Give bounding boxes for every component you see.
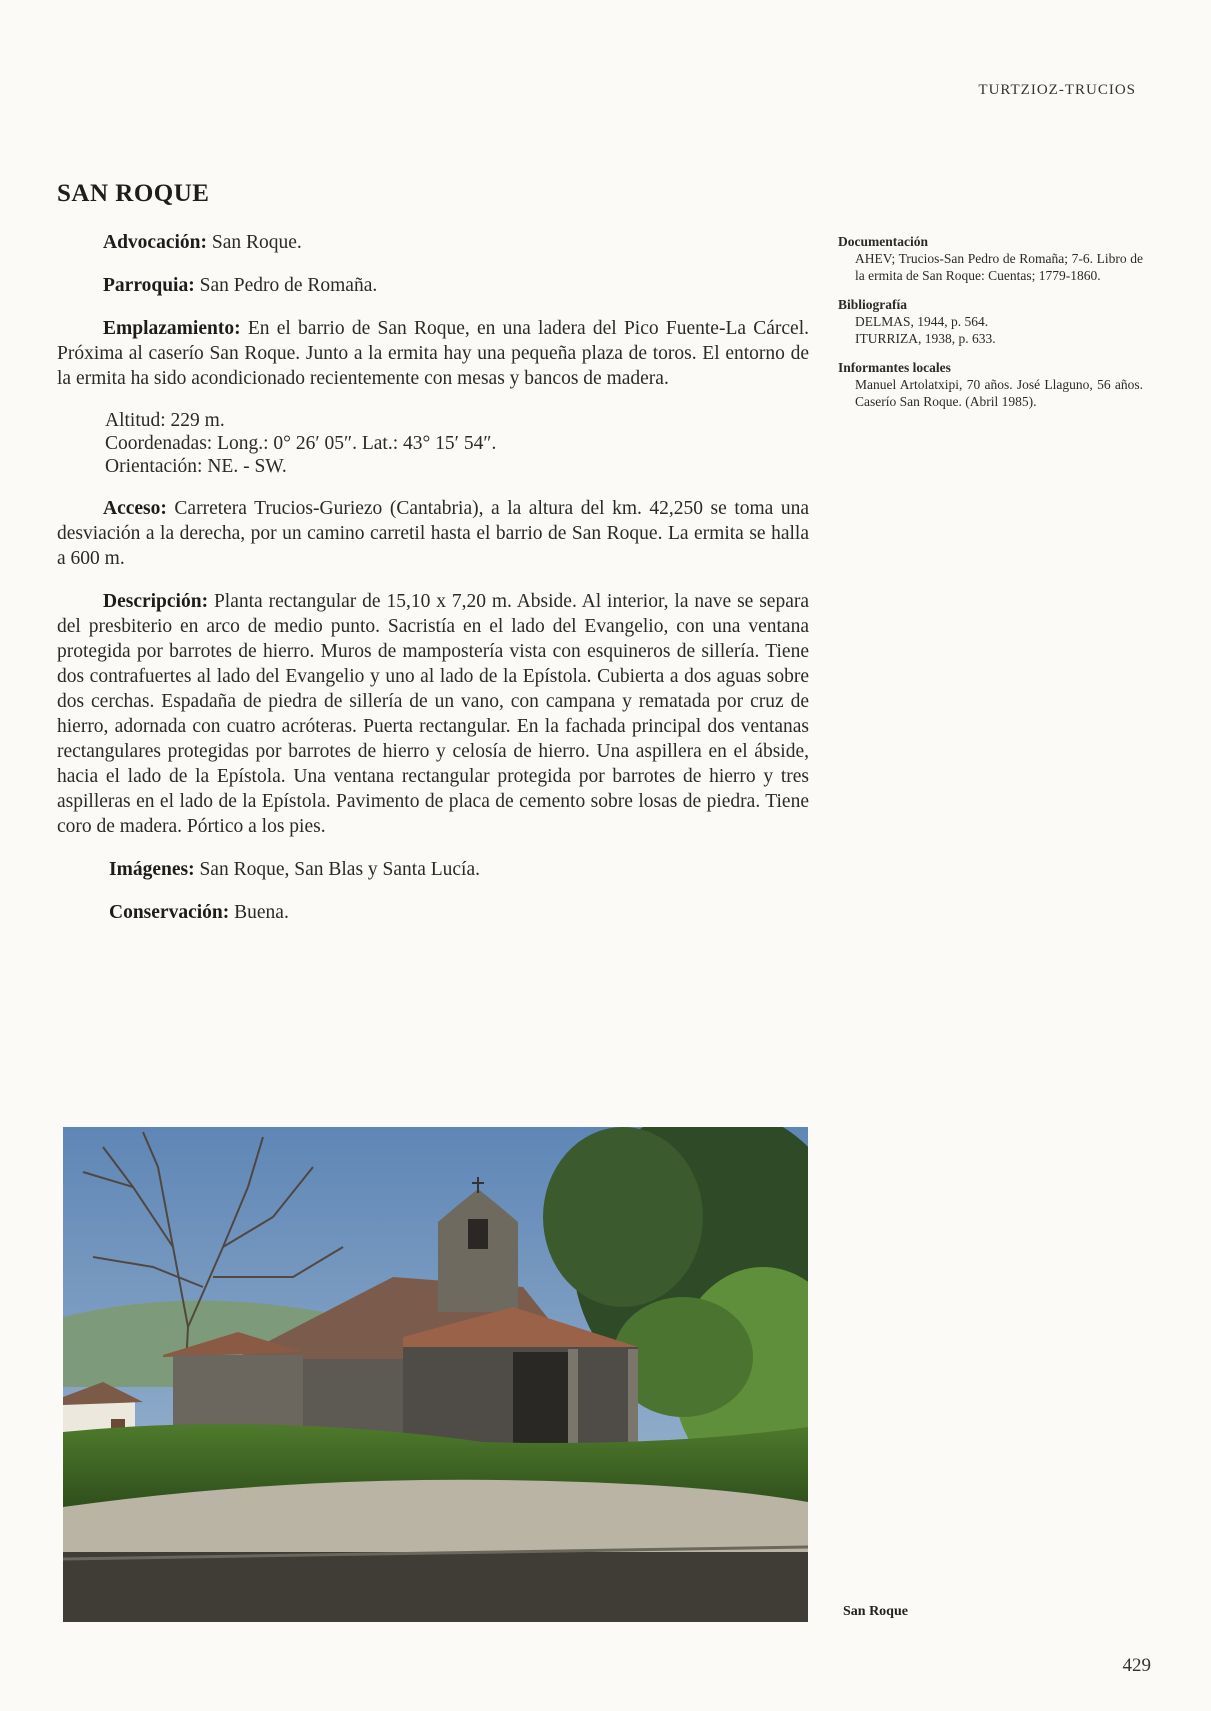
entry-body <box>57 230 809 943</box>
conservacion-label: Conservación: <box>109 902 230 923</box>
conservacion-paragraph <box>57 900 809 925</box>
bibliografia-heading: Bibliografía <box>838 297 908 312</box>
documentacion-heading: Documentación <box>838 234 928 249</box>
conservacion-text: Buena. <box>234 902 289 923</box>
sidebar-notes <box>838 233 1143 422</box>
location-data <box>105 409 809 478</box>
figure-caption: San Roque <box>843 1604 908 1619</box>
descripcion-text: Planta rectangular de 15,10 x 7,20 m. Abside. Al interior, la nave se separa del presbiterio en arco de medio punto. Sacristía en el lado del Evangelio, con una ventana protegida por barrotes de hierro. Muros de mampostería vista con esquineros de sillería. Tiene dos contrafuertes al lado del Evangelio y uno al lado de la Epístola. Cubierta a dos aguas sobre dos cerchas. Espadaña de piedra de sillería de un vano, con campana y rematada por cruz de hierro, adornada con cuatro acróteras. Puerta rectangular. En la fachada principal dos ventanas rectangulares protegidas por barrotes de hierro y celosía de hierro. Una aspillera en el ábside, hacia el lado de la Epístola. Una ventana rectangular protegida por barrotes de hierro y tres aspilleras en el lado de la Epístola. Pavimento de placa de cemento sobre losas de piedra. Tiene coro de madera. Pórtico a los pies. <box>57 591 809 837</box>
advocacion-text: San Roque. <box>211 232 302 253</box>
imagenes-text: San Roque, San Blas y Santa Lucía. <box>199 859 480 880</box>
emplazamiento-paragraph <box>57 316 809 391</box>
informantes-heading: Informantes locales <box>838 360 951 375</box>
informantes-text: Manuel Artolatxipi, 70 años. José Llaguno, 56 años. Caserío San Roque. (Abril 1985). <box>855 377 1143 409</box>
bibliografia-list <box>855 313 1143 347</box>
emplazamiento-label: Emplazamiento: <box>103 318 241 339</box>
coordenadas: Coordenadas: Long.: 0° 26′ 05″. Lat.: 43° 15′ 54″. <box>105 433 497 454</box>
descripcion-label: Descripción: <box>103 591 209 612</box>
acceso-paragraph <box>57 496 809 571</box>
parroquia-text: San Pedro de Romaña. <box>199 275 378 296</box>
acceso-text: Carretera Trucios-Guriezo (Cantabria), a la altura del km. 42,250 se toma una desviación a la derecha, por un camino carretil hasta el barrio de San Roque. La ermita se halla a 600 m. <box>57 498 809 569</box>
acceso-label: Acceso: <box>103 498 167 519</box>
parroquia-label: Parroquia: <box>103 275 195 296</box>
bibliografia-item: DELMAS, 1944, p. 564. <box>855 314 989 329</box>
descripcion-paragraph <box>57 589 809 839</box>
entry-title: SAN ROQUE <box>57 180 210 207</box>
documentacion-text: AHEV; Trucios-San Pedro de Romaña; 7-6. Libro de la ermita de San Roque: Cuentas; 1779-1860. <box>855 251 1143 283</box>
running-title: TURTZIOZ-TRUCIOS <box>978 82 1136 98</box>
hermitage-photo <box>63 1127 808 1622</box>
orientacion: Orientación: NE. - SW. <box>105 456 287 477</box>
altitud: Altitud: 229 m. <box>105 410 225 431</box>
advocacion-label: Advocación: <box>103 232 207 253</box>
advocacion-paragraph <box>57 230 809 255</box>
imagenes-paragraph <box>57 857 809 882</box>
parroquia-paragraph <box>57 273 809 298</box>
imagenes-label: Imágenes: <box>109 859 195 880</box>
bibliografia-item: ITURRIZA, 1938, p. 633. <box>855 331 996 346</box>
page-number: 429 <box>1122 1655 1151 1676</box>
emplazamiento-text: En el barrio de San Roque, en una ladera del Pico Fuente-La Cárcel. Próxima al caserío San Roque. Junto a la ermita hay una pequeña plaza de toros. El entorno de la ermita ha sido acondicionado recientemente con mesas y bancos de madera. <box>57 318 810 389</box>
